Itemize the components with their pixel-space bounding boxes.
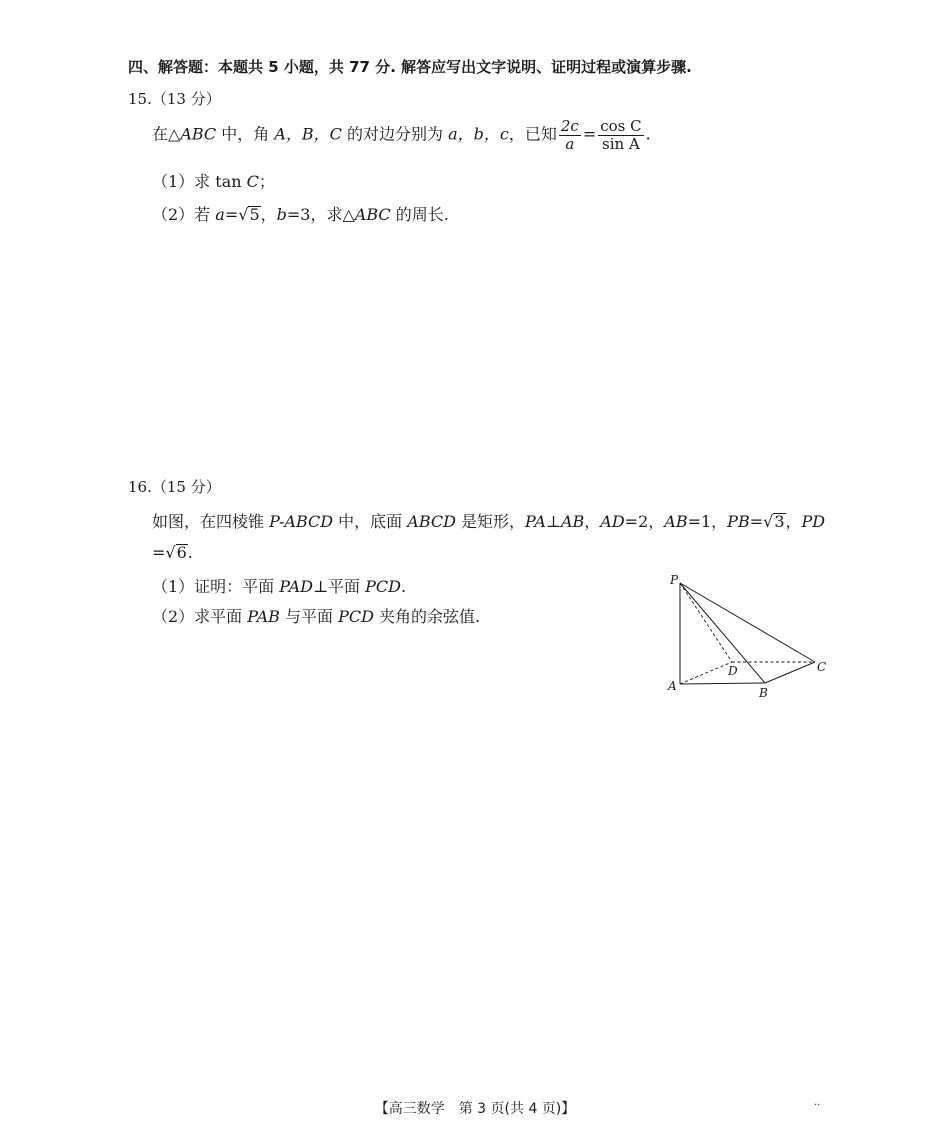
q16-statement-line2 <box>152 543 193 562</box>
label-p: P <box>670 573 679 587</box>
q15-frac-left-den: a <box>565 134 575 153</box>
q16-p1-pcd: PCD <box>365 577 401 596</box>
q16-p1-end: . <box>400 577 407 596</box>
q16-l2-sqrt-value: 6 <box>176 543 187 562</box>
edge-pd-hidden <box>680 583 732 662</box>
q16-p2-end: 夹角的余弦值. <box>373 607 481 626</box>
q16-l2-sqrt: √6 <box>165 543 187 562</box>
q15-frac-right-num: cos C <box>600 117 642 135</box>
q16-l1-perp: ⊥ <box>545 512 561 531</box>
q15-part2-triangle: ABC <box>354 205 391 224</box>
label-b: B <box>759 686 768 700</box>
q15-part1 <box>152 169 275 192</box>
q16-l1-sqrt-value: 3 <box>774 512 785 531</box>
q16-l1-ab: AB <box>560 512 585 531</box>
q16-p2-b: 与平面 <box>279 607 339 626</box>
q15-period: . <box>645 124 651 144</box>
q16-l1-c: 是矩形， <box>455 512 526 531</box>
q15-intro-d: ，已知 <box>508 124 557 144</box>
q16-l1-sqrt: √3 <box>763 512 785 531</box>
q16-l1-base: ABCD <box>407 512 456 531</box>
q16-p1-perp: ⊥ <box>312 577 329 596</box>
q16-l1-h: ， <box>785 512 802 531</box>
q15-part2-b-val: =3，求△ <box>286 205 355 224</box>
q15-fraction-right <box>598 118 643 152</box>
q16-l1-ab2: AB <box>664 512 688 531</box>
q16-l1-pd: PD <box>801 512 826 531</box>
q15-part2-a-var: a <box>215 205 225 224</box>
q16-p1-b: 平面 <box>328 577 366 596</box>
label-c: C <box>817 660 827 674</box>
q15-part2-comma: ， <box>260 205 277 224</box>
q16-l1-b: 中，底面 <box>333 512 408 531</box>
q16-p2-pcd: PCD <box>338 607 374 626</box>
footer-mark: ·· <box>814 1100 821 1111</box>
q16-statement-line1 <box>152 509 825 532</box>
q16-part1 <box>152 574 406 597</box>
q15-part1-end: ； <box>258 172 275 191</box>
q15-part1-var: C <box>246 172 259 191</box>
q16-p1-a: （1）证明：平面 <box>152 577 280 596</box>
section-heading: 四、解答题：本题共 5 小题，共 77 分. 解答应写出文字说明、证明过程或演算步骤. <box>128 58 692 76</box>
pyramid-diagram <box>660 568 830 703</box>
edge-pb <box>680 583 765 683</box>
edge-pc <box>680 583 815 662</box>
q15-sqrt: √5 <box>238 205 260 224</box>
q16-l1-ad: AD <box>600 512 625 531</box>
label-a: A <box>668 679 677 693</box>
q15-equals: = <box>582 124 597 144</box>
q16-l1-pa: PA <box>525 512 546 531</box>
q16-l1-pb: PB <box>727 512 750 531</box>
q16-p2-a: （2）求平面 <box>152 607 248 626</box>
q16-l1-f: =1， <box>687 512 728 531</box>
edge-ad-hidden <box>680 662 732 684</box>
q15-part2-end: 的周长. <box>390 205 449 224</box>
q15-part2 <box>152 202 449 225</box>
q16-p2-pab: PAB <box>247 607 280 626</box>
q15-header: 15.（13 分） <box>128 90 221 108</box>
q15-part2-eq: = <box>224 205 239 224</box>
q15-statement <box>152 118 651 152</box>
q16-l1-pyramid: P-ABCD <box>269 512 334 531</box>
q16-part2 <box>152 604 480 627</box>
q16-p1-pad: PAD <box>279 577 313 596</box>
q15-intro-a: 在△ <box>152 124 181 144</box>
q15-fraction-left <box>559 118 581 152</box>
q15-intro-c: 的对边分别为 <box>341 124 449 144</box>
q16-l2-eq: = <box>152 543 166 562</box>
q16-l1-a: 如图，在四棱锥 <box>152 512 270 531</box>
q16-header: 16.（15 分） <box>128 478 221 496</box>
pyramid-figure <box>660 568 830 703</box>
q15-frac-left-num: 2c <box>560 117 579 135</box>
q15-intro-b: 中，角 <box>216 124 275 144</box>
q15-angles: A，B，C <box>274 124 342 144</box>
q15-triangle: ABC <box>180 124 217 144</box>
q15-sqrt-value: 5 <box>249 205 260 224</box>
q16-l2-end: . <box>187 543 193 562</box>
q15-sides: a，b，c <box>448 124 509 144</box>
q15-part1-text: （1）求 tan <box>152 172 247 191</box>
page-footer: 【高三数学 第 3 页(共 4 页)】 <box>374 1101 576 1117</box>
edge-ab <box>680 683 765 684</box>
q15-frac-right-den: sin A <box>602 134 640 153</box>
q15-part2-text: （2）若 <box>152 205 216 224</box>
q16-l1-g: = <box>749 512 764 531</box>
q16-l1-d: ， <box>584 512 601 531</box>
q16-l1-e: =2， <box>624 512 665 531</box>
q15-part2-b-var: b <box>276 205 287 224</box>
label-d: D <box>728 664 738 678</box>
edge-bc <box>765 662 815 683</box>
